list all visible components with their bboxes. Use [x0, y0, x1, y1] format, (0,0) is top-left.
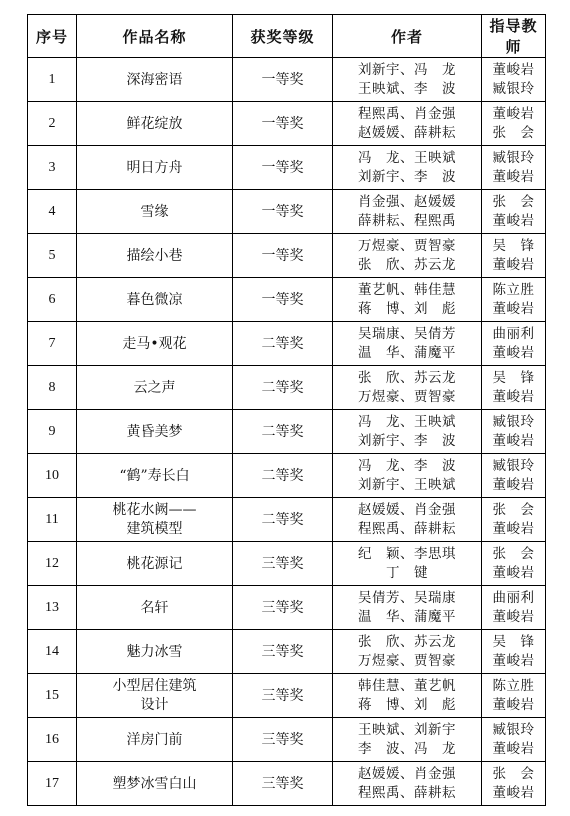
title-line: 桃花水阙——	[112, 501, 197, 518]
table-row	[28, 410, 546, 454]
title-line: 设计	[140, 696, 169, 713]
authors-line: 王映斌、李 波	[358, 80, 456, 97]
table-row	[28, 674, 546, 718]
authors	[333, 58, 482, 102]
row-index: 1	[28, 58, 77, 102]
advisors-line: 董峻岩	[492, 168, 535, 185]
advisors-line: 董峻岩	[492, 61, 535, 78]
award-level: 一等奖	[233, 190, 333, 234]
header-advisors: 指导教师	[482, 15, 546, 58]
authors-line: 蒋 博、刘 彪	[358, 300, 456, 317]
advisors	[482, 190, 546, 234]
authors-line: 万煜豪、贾智豪	[358, 388, 456, 405]
advisors-line: 董峻岩	[492, 608, 535, 625]
award-level: 一等奖	[233, 102, 333, 146]
work-title	[77, 630, 233, 674]
title-line: 云之声	[133, 379, 176, 396]
row-index: 7	[28, 322, 77, 366]
work-title	[77, 58, 233, 102]
title-line: 鲜花绽放	[126, 115, 183, 132]
authors-line: 刘新宇、王映斌	[358, 476, 456, 493]
advisors	[482, 586, 546, 630]
advisors-line: 董峻岩	[492, 740, 535, 757]
title-line: 雪缘	[140, 203, 169, 220]
authors-line: 丁 键	[386, 564, 428, 581]
authors-line: 肖金强、赵媛媛	[358, 193, 456, 210]
awards-table	[27, 14, 546, 806]
table-row	[28, 190, 546, 234]
advisors-line: 吴 锋	[492, 237, 535, 254]
title-line: 黄昏美梦	[126, 423, 183, 440]
header-authors: 作者	[333, 15, 482, 58]
advisors-line: 陈立胜	[492, 677, 535, 694]
title-line: 塑梦冰雪白山	[112, 775, 197, 792]
award-level: 三等奖	[233, 762, 333, 806]
row-index: 3	[28, 146, 77, 190]
row-index: 2	[28, 102, 77, 146]
header-index: 序号	[28, 15, 77, 58]
authors-line: 刘新宇、冯 龙	[358, 61, 456, 78]
title-line: “鹤”寿长白	[119, 467, 190, 484]
row-index: 17	[28, 762, 77, 806]
advisors	[482, 102, 546, 146]
advisors-line: 董峻岩	[492, 388, 535, 405]
work-title	[77, 586, 233, 630]
award-level: 二等奖	[233, 322, 333, 366]
authors	[333, 718, 482, 762]
title-line: 魅力冰雪	[126, 643, 183, 660]
authors	[333, 762, 482, 806]
advisors	[482, 322, 546, 366]
advisors	[482, 674, 546, 718]
authors-line: 温 华、蒲魔平	[358, 344, 456, 361]
authors-line: 程熙禹、薛耕耘	[358, 520, 456, 537]
advisors-line: 董峻岩	[492, 784, 535, 801]
authors-line: 蒋 博、刘 彪	[358, 696, 456, 713]
authors	[333, 410, 482, 454]
advisors-line: 张 会	[492, 501, 535, 518]
authors-line: 万煜豪、贾智豪	[358, 237, 456, 254]
advisors-line: 董峻岩	[492, 696, 535, 713]
authors-line: 程熙禹、薛耕耘	[358, 784, 456, 801]
table-row	[28, 58, 546, 102]
advisors	[482, 146, 546, 190]
advisors-line: 董峻岩	[492, 105, 535, 122]
work-title	[77, 718, 233, 762]
authors	[333, 366, 482, 410]
title-line: 名轩	[140, 599, 169, 616]
advisors-line: 董峻岩	[492, 476, 535, 493]
authors	[333, 454, 482, 498]
work-title	[77, 190, 233, 234]
advisors-line: 吴 锋	[492, 633, 535, 650]
row-index: 14	[28, 630, 77, 674]
work-title	[77, 102, 233, 146]
authors-line: 赵媛媛、肖金强	[358, 501, 456, 518]
row-index: 9	[28, 410, 77, 454]
table-row	[28, 454, 546, 498]
authors	[333, 542, 482, 586]
authors-line: 张 欣、苏云龙	[358, 633, 456, 650]
authors	[333, 234, 482, 278]
row-index: 11	[28, 498, 77, 542]
title-line: 桃花源记	[126, 555, 183, 572]
advisors-line: 董峻岩	[492, 520, 535, 537]
advisors-line: 曲丽利	[492, 325, 535, 342]
authors-line: 冯 龙、李 波	[358, 457, 456, 474]
advisors	[482, 718, 546, 762]
authors-line: 程熙禹、肖金强	[358, 105, 456, 122]
authors-line: 冯 龙、王映斌	[358, 413, 456, 430]
row-index: 15	[28, 674, 77, 718]
row-index: 6	[28, 278, 77, 322]
table-row	[28, 586, 546, 630]
advisors	[482, 762, 546, 806]
authors-line: 赵媛媛、肖金强	[358, 765, 456, 782]
work-title	[77, 410, 233, 454]
advisors-line: 曲丽利	[492, 589, 535, 606]
title-line: 洋房门前	[126, 731, 183, 748]
title-line: 深海密语	[126, 71, 183, 88]
authors-line: 冯 龙、王映斌	[358, 149, 456, 166]
authors-line: 韩佳慧、董艺帆	[358, 677, 456, 694]
authors-line: 万煜豪、贾智豪	[358, 652, 456, 669]
work-title	[77, 762, 233, 806]
award-level: 三等奖	[233, 674, 333, 718]
authors-line: 李 波、冯 龙	[358, 740, 456, 757]
row-index: 10	[28, 454, 77, 498]
authors	[333, 322, 482, 366]
row-index: 5	[28, 234, 77, 278]
authors-line: 吴倩芳、吴瑞康	[358, 589, 456, 606]
authors-line: 董艺帆、韩佳慧	[358, 281, 456, 298]
authors	[333, 674, 482, 718]
award-level: 一等奖	[233, 234, 333, 278]
table-row	[28, 102, 546, 146]
authors-line: 刘新宇、李 波	[358, 168, 456, 185]
row-index: 8	[28, 366, 77, 410]
title-line: 建筑模型	[126, 520, 183, 537]
award-level: 一等奖	[233, 58, 333, 102]
authors-line: 吴瑞康、吴倩芳	[358, 325, 456, 342]
authors	[333, 630, 482, 674]
authors-line: 赵媛媛、薛耕耘	[358, 124, 456, 141]
row-index: 4	[28, 190, 77, 234]
title-line: 描绘小巷	[126, 247, 183, 264]
advisors	[482, 278, 546, 322]
advisors-line: 董峻岩	[492, 564, 535, 581]
advisors	[482, 454, 546, 498]
table-row	[28, 762, 546, 806]
authors	[333, 190, 482, 234]
authors-line: 温 华、蒲魔平	[358, 608, 456, 625]
advisors-line: 臧银玲	[492, 457, 535, 474]
advisors	[482, 366, 546, 410]
table-body	[28, 58, 546, 806]
work-title	[77, 366, 233, 410]
award-level: 三等奖	[233, 586, 333, 630]
advisors-line: 吴 锋	[492, 369, 535, 386]
advisors-line: 臧银玲	[492, 149, 535, 166]
advisors	[482, 410, 546, 454]
advisors-line: 董峻岩	[492, 432, 535, 449]
work-title	[77, 146, 233, 190]
table-row	[28, 234, 546, 278]
work-title	[77, 542, 233, 586]
award-level: 二等奖	[233, 366, 333, 410]
table-row	[28, 542, 546, 586]
advisors-line: 臧银玲	[492, 80, 535, 97]
authors-line: 张 欣、苏云龙	[358, 256, 456, 273]
authors	[333, 102, 482, 146]
authors	[333, 278, 482, 322]
table-row	[28, 718, 546, 762]
advisors-line: 陈立胜	[492, 281, 535, 298]
header-row	[28, 15, 546, 58]
table-row	[28, 322, 546, 366]
row-index: 16	[28, 718, 77, 762]
work-title	[77, 278, 233, 322]
title-line: 走马•观花	[122, 335, 187, 352]
advisors	[482, 58, 546, 102]
advisors-line: 董峻岩	[492, 300, 535, 317]
advisors-line: 董峻岩	[492, 652, 535, 669]
advisors-line: 张 会	[492, 193, 535, 210]
award-level: 三等奖	[233, 718, 333, 762]
advisors	[482, 234, 546, 278]
award-level: 二等奖	[233, 410, 333, 454]
table-row	[28, 278, 546, 322]
advisors-line: 张 会	[492, 545, 535, 562]
row-index: 12	[28, 542, 77, 586]
authors-line: 纪 颖、李思琪	[358, 545, 456, 562]
advisors	[482, 498, 546, 542]
advisors	[482, 630, 546, 674]
authors-line: 张 欣、苏云龙	[358, 369, 456, 386]
title-line: 明日方舟	[126, 159, 183, 176]
work-title	[77, 322, 233, 366]
table-row	[28, 146, 546, 190]
work-title	[77, 498, 233, 542]
table-row	[28, 630, 546, 674]
award-level: 一等奖	[233, 278, 333, 322]
authors-line: 刘新宇、李 波	[358, 432, 456, 449]
authors-line: 薛耕耘、程熙禹	[358, 212, 456, 229]
work-title	[77, 454, 233, 498]
title-line: 小型居住建筑	[112, 677, 197, 694]
award-level: 三等奖	[233, 542, 333, 586]
advisors-line: 董峻岩	[492, 212, 535, 229]
title-line: 暮色微凉	[126, 291, 183, 308]
row-index: 13	[28, 586, 77, 630]
award-level: 一等奖	[233, 146, 333, 190]
advisors-line: 董峻岩	[492, 256, 535, 273]
work-title	[77, 234, 233, 278]
advisors-line: 张 会	[492, 765, 535, 782]
authors-line: 王映斌、刘新宇	[358, 721, 456, 738]
table-row	[28, 498, 546, 542]
advisors-line: 臧银玲	[492, 721, 535, 738]
advisors-line: 张 会	[492, 124, 535, 141]
advisors-line: 董峻岩	[492, 344, 535, 361]
advisors	[482, 542, 546, 586]
header-award: 获奖等级	[233, 15, 333, 58]
authors	[333, 146, 482, 190]
award-level: 三等奖	[233, 630, 333, 674]
award-level: 二等奖	[233, 498, 333, 542]
award-level: 二等奖	[233, 454, 333, 498]
work-title	[77, 674, 233, 718]
header-title: 作品名称	[77, 15, 233, 58]
authors	[333, 498, 482, 542]
advisors-line: 臧银玲	[492, 413, 535, 430]
authors	[333, 586, 482, 630]
table-row	[28, 366, 546, 410]
